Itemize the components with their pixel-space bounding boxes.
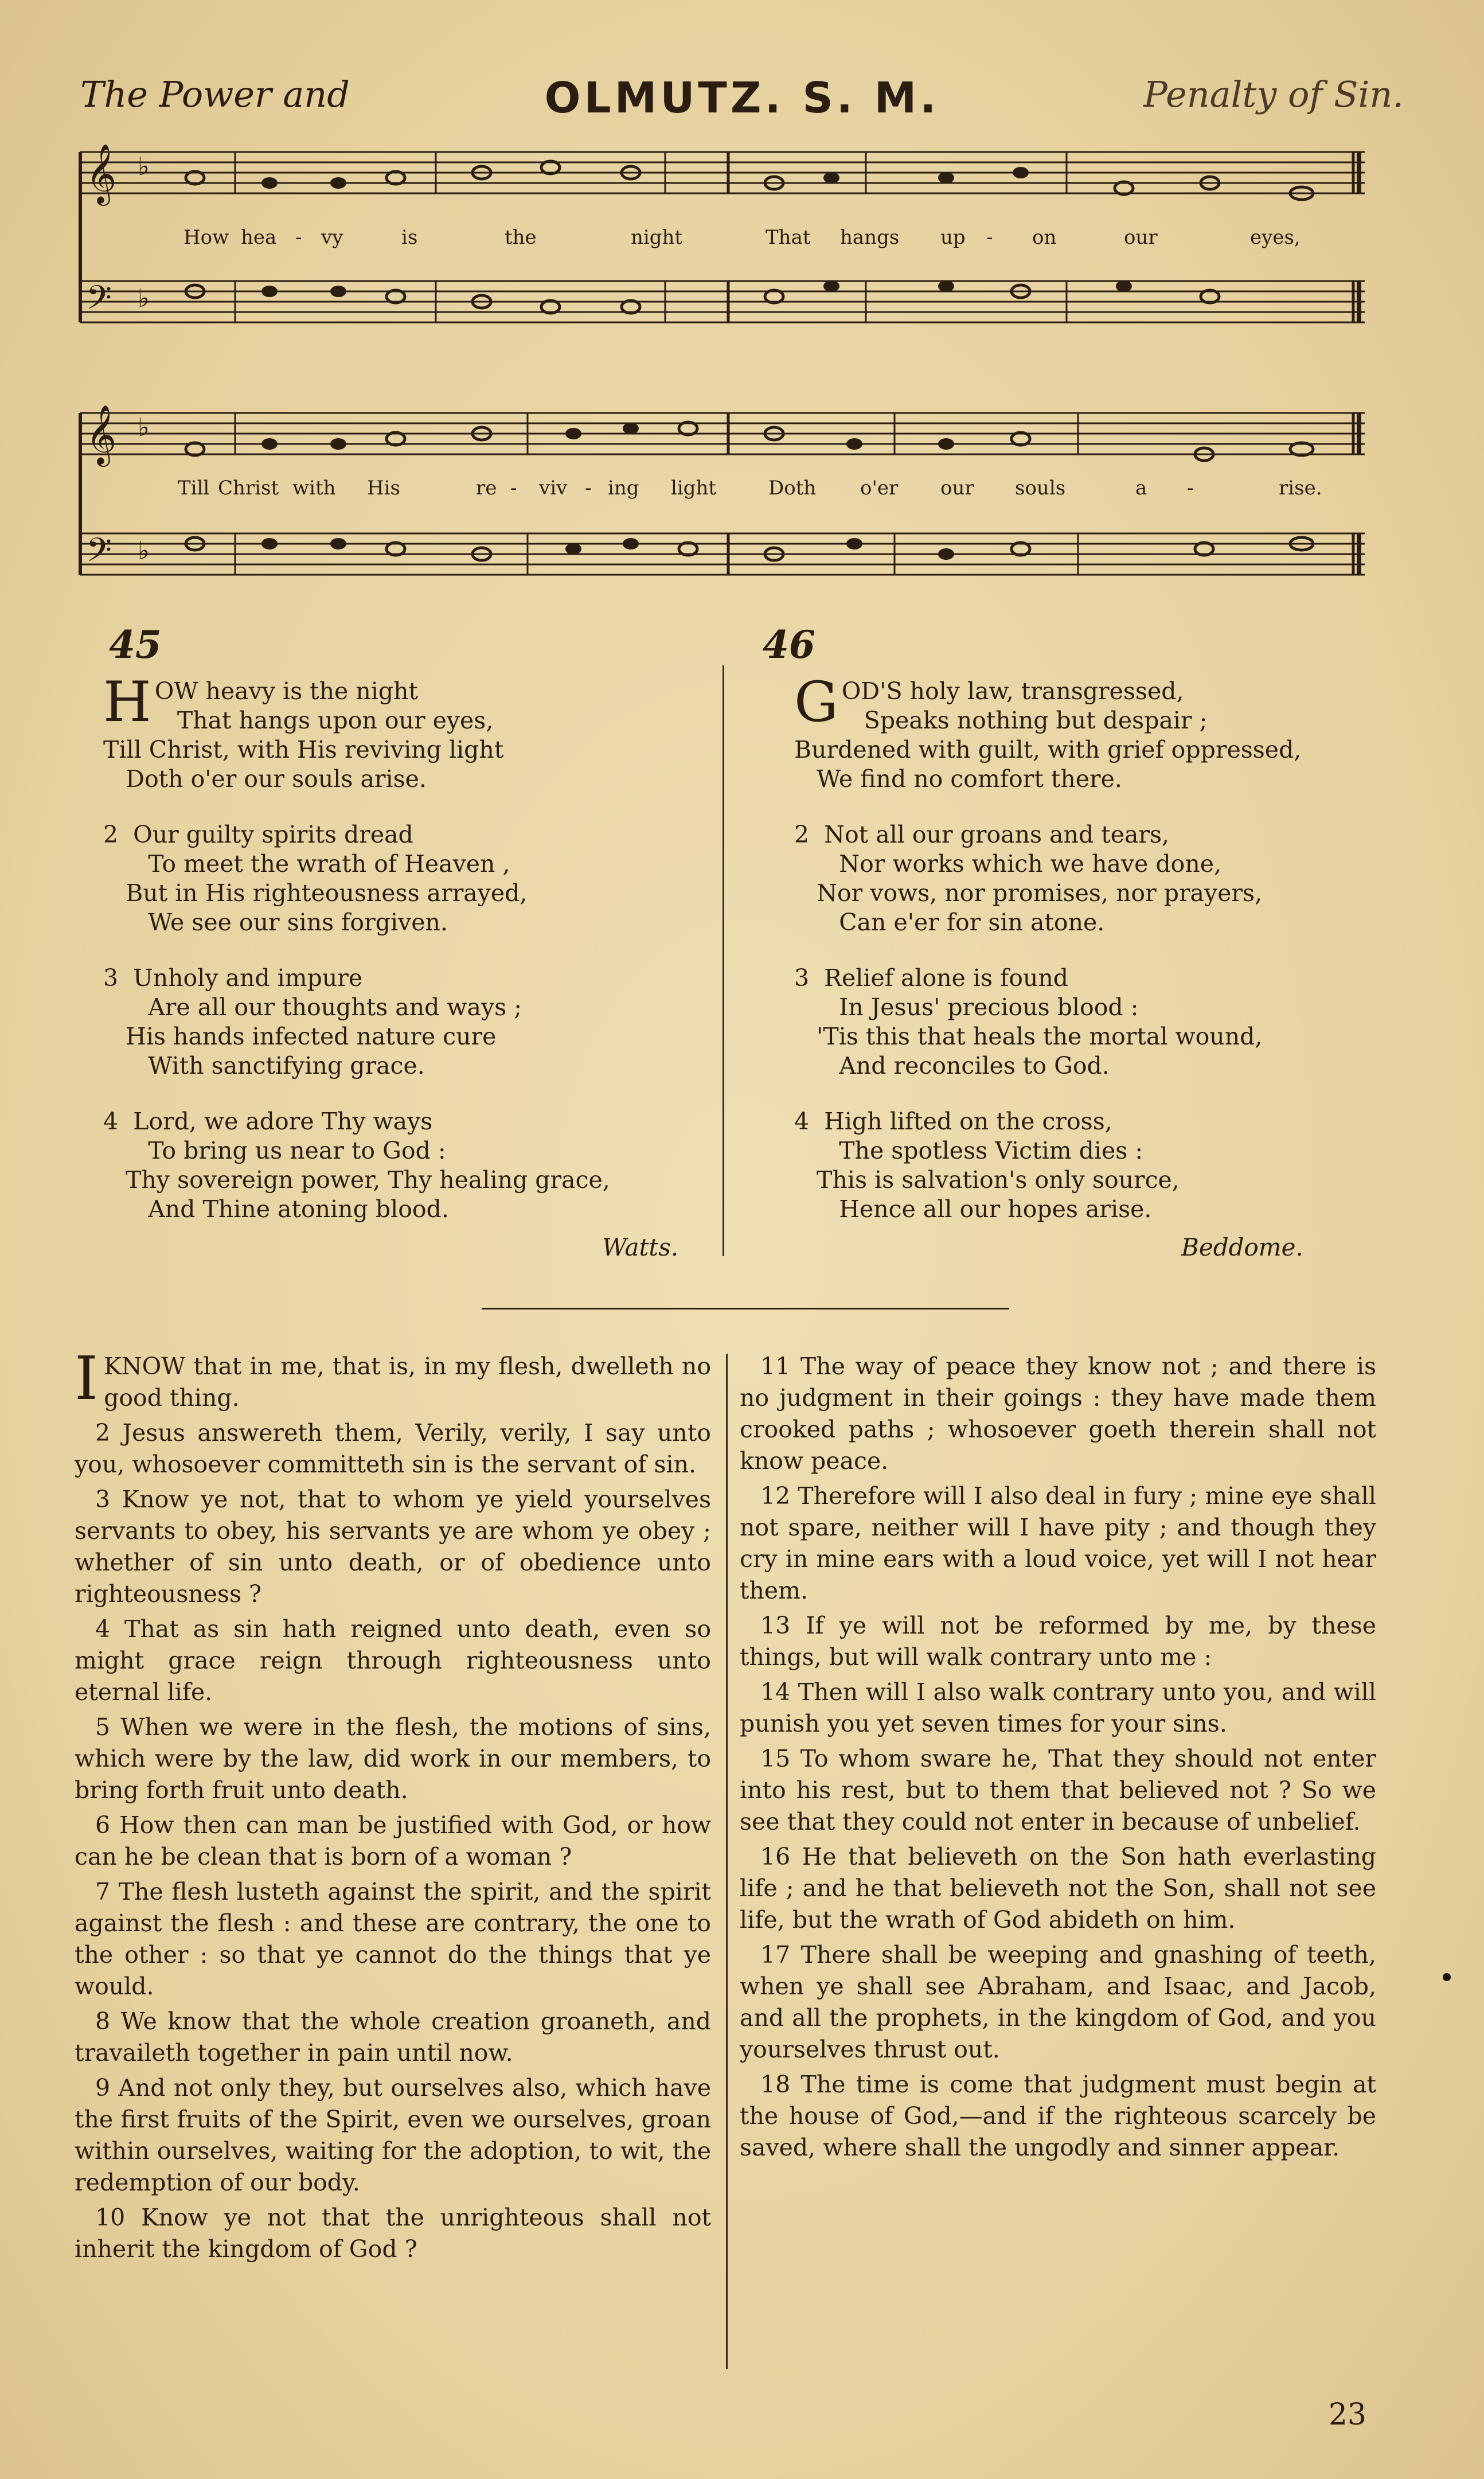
page-header <box>80 73 1404 125</box>
lyric: - <box>986 226 993 249</box>
column-divider-bottom <box>726 1354 728 2369</box>
column-divider-top <box>723 665 724 1256</box>
music-system-1 <box>69 141 1376 358</box>
lyric: hea <box>241 226 277 249</box>
svg-text:𝄞: 𝄞 <box>86 404 117 465</box>
lyric: re <box>476 477 497 500</box>
lyric: Till <box>178 477 210 500</box>
hymn-46-verse-2: 2 Not all our groans and tears, Nor works which we have done, Nor vows, nor promises, nor prayers, Can e'er for sin atone. <box>794 821 1263 936</box>
music-staff-svg-1 <box>69 141 1376 358</box>
hymn-46-verse-1: GOD'S holy law, transgressed, Speaks nothing but despair ; Burdened with guilt, with grief oppressed, We find no comfort there. <box>794 670 1302 793</box>
hymn-45-verse-2: 2 Our guilty spirits dread To meet the wrath of Heaven , But in His righteousness arrayed, We see our sins forgiven. <box>103 821 528 936</box>
hymn-45-verse-1: HOW heavy is the night That hangs upon our eyes, Till Christ, with His reviving light Doth o'er our souls arise. <box>103 670 504 793</box>
svg-text:𝄢: 𝄢 <box>86 278 112 325</box>
hymn-46-verse-3: 3 Relief alone is found In Jesus' precious blood : 'Tis this that heals the mortal wound, And reconciles to God. <box>794 964 1263 1079</box>
lyric: - <box>510 477 517 500</box>
svg-text:♭: ♭ <box>138 536 150 566</box>
reading-paragraph: 6 How then can man be justified with God, or how can he be clean that is born of a woman ? <box>75 1811 711 1870</box>
hymn-46 <box>794 670 1402 1250</box>
hymn-45-verse-4: 4 Lord, we adore Thy ways To bring us near to God : Thy sovereign power, Thy healing grace, And Thine atoning blood. <box>103 1108 610 1223</box>
dropcap-letter: H <box>103 670 151 734</box>
lyric: - <box>1187 477 1194 500</box>
reading-left-column <box>75 1343 711 2268</box>
reading-paragraph: 5 When we were in the flesh, the motions of sins, which were by the law, did work in our members, to bring forth fruit unto death. <box>75 1713 711 1804</box>
svg-text:𝄞: 𝄞 <box>86 143 117 204</box>
header-right-title: Penalty of Sin. <box>1143 73 1404 115</box>
reading-paragraph: 12 Therefore will I also deal in fury ; mine eye shall not spare, neither will I have pity ; and though they cry in mine ears with a loud voice, yet will I not hear them. <box>740 1482 1376 1604</box>
lyric: Doth <box>768 477 817 500</box>
lyric: Christ <box>218 477 279 500</box>
page-number: 23 <box>1328 2398 1366 2432</box>
hymn-46-author: Beddome. <box>1181 1233 1303 1261</box>
svg-text:𝄢: 𝄢 <box>86 531 112 578</box>
reading-paragraph: 11 The way of peace they know not ; and there is no judgment in their goings : they have made them crooked paths ; whosoever goeth therein shall not know peace. <box>740 1352 1376 1475</box>
reading-paragraph: 18 The time is come that judgment must begin at the house of God,—and if the righteous scarcely be saved, where shall the ungodly and sinner appear. <box>740 2071 1376 2161</box>
lyric: o'er <box>860 477 899 500</box>
lyric: light <box>671 477 717 500</box>
reading-paragraph: 10 Know ye not that the unrighteous shall not inherit the kingdom of God ? <box>75 2204 711 2263</box>
lyric: the <box>505 226 537 249</box>
lyric: hangs <box>840 226 900 249</box>
dropcap-letter: G <box>794 670 838 734</box>
lyric: That <box>766 226 811 249</box>
lyric: our <box>1124 226 1158 249</box>
ink-dot <box>1443 1973 1451 1981</box>
hymn-number-45: 45 <box>109 622 162 667</box>
lyric: souls <box>1015 477 1066 500</box>
section-rule <box>482 1308 1009 1309</box>
reading-paragraph: 15 To whom sware he, That they should not enter into his rest, but to them that believed not ? So we see that they could not enter in because of unbelief. <box>740 1745 1376 1835</box>
tune-title: OLMUTZ. S. M. <box>544 73 940 123</box>
svg-text:♭: ♭ <box>138 152 150 181</box>
lyric: eyes, <box>1250 226 1301 249</box>
reading-paragraph: 7 The flesh lusteth against the spirit, and the spirit against the flesh : and these are contrary, the one to the other : so that ye cannot do the things that ye would. <box>75 1878 711 2000</box>
lyric: up <box>940 226 966 249</box>
reading-paragraph: 4 That as sin hath reigned unto death, even so might grace reign through righteousness unto eternal life. <box>75 1615 711 1706</box>
hymn-number-46: 46 <box>763 622 815 667</box>
reading-right-column <box>740 1351 1376 2167</box>
svg-text:♭: ♭ <box>138 284 150 313</box>
hymn-45-author: Watts. <box>602 1233 679 1261</box>
lyric: night <box>631 226 683 249</box>
lyric: vy <box>321 226 343 249</box>
hymn-45-verse-3: 3 Unholy and impure Are all our thoughts and ways ; His hands infected nature cure With sanctifying grace. <box>103 964 522 1079</box>
lyric: a <box>1135 477 1147 500</box>
svg-text:♭: ♭ <box>138 413 150 442</box>
hymn-45 <box>103 670 700 1250</box>
lyric: on <box>1032 226 1057 249</box>
lyric: viv <box>539 477 568 500</box>
reading-paragraph: 14 Then will I also walk contrary unto you, and will punish you yet seven times for your sins. <box>740 1678 1376 1737</box>
reading-paragraph: 16 He that believeth on the Son hath everlasting life ; and he that believeth not the Son, shall not see life, but the wrath of God abideth on him. <box>740 1843 1376 1934</box>
lyric: How <box>183 226 229 249</box>
header-left-title: The Power and <box>80 73 350 115</box>
reading-paragraph: 13 If ye will not be reformed by me, by these things, but will walk contrary unto me : <box>740 1612 1376 1671</box>
lyric: ing <box>608 477 639 500</box>
reading-paragraph: 2 Jesus answereth them, Verily, verily, I say unto you, whosoever committeth sin is the servant of sin. <box>75 1419 711 1478</box>
lyric: His <box>367 477 400 500</box>
lyric: rise. <box>1279 477 1322 500</box>
reading-paragraph: 3 Know ye not, that to whom ye yield yourselves servants to obey, his servants ye are whom ye obey ; whether of sin unto death, or of obedience unto righteousness ? <box>75 1486 711 1608</box>
lyric: - <box>585 477 592 500</box>
reading-paragraph: 8 We know that the whole creation groaneth, and travaileth together in pain until now. <box>75 2008 711 2067</box>
lyric: with <box>292 477 336 500</box>
lyric: - <box>295 226 302 249</box>
lyric: our <box>940 477 974 500</box>
reading-paragraph: 9 And not only they, but ourselves also, which have the first fruits of the Spirit, even we ourselves, groan within ourselves, waiting for the adoption, to wit, the redemption of our body. <box>75 2074 711 2196</box>
music-staff-svg-2 <box>69 390 1376 619</box>
hymn-46-verse-4: 4 High lifted on the cross, The spotless Victim dies : This is salvation's only source, Hence all our hopes arise. <box>794 1108 1180 1223</box>
dropcap-letter: I <box>75 1343 99 1413</box>
music-system-2 <box>69 390 1376 619</box>
reading-paragraph: IKNOW that in me, that is, in my flesh, dwelleth no good thing. <box>75 1343 711 1413</box>
lyric: is <box>401 226 418 249</box>
reading-paragraph: 17 There shall be weeping and gnashing of teeth, when ye shall see Abraham, and Isaac, and Jacob, and all the prophets, in the kingdom of God, and you yourselves thrust out. <box>740 1941 1376 2063</box>
